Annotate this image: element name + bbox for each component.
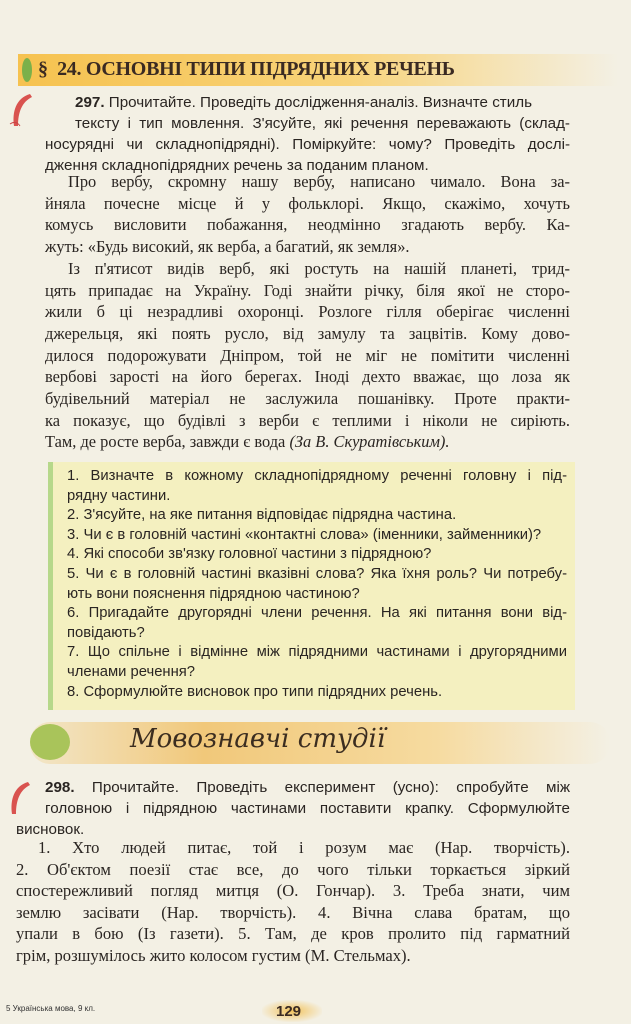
passage-line: Про вербу, скромну нашу вербу, написано чимало. Вона за- [68, 172, 570, 191]
pen-icon [6, 92, 36, 128]
plan-item: членами речення? [67, 664, 196, 680]
plan-item: рядну частини. [67, 487, 171, 504]
passage-line: цять припадає на Україну. Годі знайти річку, біля якої не сторо- [45, 280, 570, 300]
plan-item: 3. Чи є в головній частині «контактні слова» (іменники, займенники)? [67, 526, 542, 543]
task-line: головною і підрядною частинами поставити крапку. Сформулюйте [45, 800, 570, 817]
plan-item: 6. Пригадайте другорядні члени речення. На які питання вони від- [67, 605, 567, 622]
example-line: землю засівати (Нар. творчість). 4. Вічна слава братам, що [16, 902, 570, 922]
task-text: Прочитайте. Проведіть експеримент (усно): спробуйте між [74, 779, 570, 796]
linguistic-studies-banner [30, 722, 610, 764]
plan-item: повідають? [67, 624, 145, 641]
section-title [38, 58, 455, 81]
passage-line: ка показує, що будівлі з верби є теплими і ніколи не сиріють. [45, 410, 570, 430]
pen-icon [4, 780, 34, 816]
banner-title: Мовознавчі студії [130, 724, 386, 754]
task-text: Прочитайте. Проведіть дослідження-аналіз. Визначте стиль [104, 94, 533, 111]
passage-line: вербові зарості на його берегах. Іноді дехто вважає, що лоза як [45, 367, 570, 387]
passage-line: жуть: «Будь високий, як верба, а багатий, як земля». [45, 237, 410, 257]
section-symbol: § [38, 58, 48, 80]
example-line: грім, розшумілось жито колосом густим (М. Стельмах). [16, 946, 411, 965]
plan-item: ють вони пояснення підрядною частиною? [67, 585, 360, 602]
plan-item: 1. Визначте в кожному складнопідрядному реченні головну і під- [67, 468, 567, 484]
emblem-icon [30, 724, 70, 760]
plan-item: 4. Які способи зв'язку головної частини з підрядною? [67, 546, 432, 563]
book-footer: 5 Українська мова, 9 кл. [6, 1004, 96, 1013]
passage-line: комусь висловити побажання, неодмінно згадають вербу. Ка- [45, 215, 570, 235]
section-header [18, 54, 618, 86]
passage-source: (За В. Скуратівським). [289, 432, 450, 452]
exercise-number: 298. [45, 779, 75, 796]
page-number: 129 [276, 1003, 302, 1020]
section-title-text: 24. ОСНОВНІ ТИПИ ПІДРЯДНИХ РЕЧЕНЬ [57, 58, 455, 80]
task-line: носурядні чи складнопідрядні). Поміркуйте: чому? Проведіть дослі- [45, 136, 570, 153]
passage-line: дилося подорожувати Дніпром, той не міг не помітити численні [45, 345, 570, 365]
passage-line: Із п'ятисот видів верб, які ростуть на нашій планеті, трид- [68, 258, 570, 278]
plan-item: 8. Сформулюйте висновок про типи підрядних речень. [67, 683, 443, 700]
plan-item: 5. Чи є в головній частині вказівні слова? Яка їхня роль? Чи потребу- [67, 566, 567, 582]
plan-item: 7. Що спільне і відмінне між підрядними частинами і другорядними [67, 644, 567, 661]
task-line [75, 92, 570, 113]
task-line: дження складнопідрядних речень за поданим планом. [45, 157, 429, 174]
example-line: упали в бою (Із газети). 5. Там, де кров пролито під гарматний [16, 924, 570, 944]
exercise-number: 297. [75, 94, 105, 111]
example-line: спостережливий погляд митця (О. Гончар). 3. Треба знати, чим [16, 881, 570, 901]
passage-line: будівельний матеріал не заслужила пошанівку. Проте практи- [45, 389, 570, 408]
task-line [45, 777, 570, 798]
task-line: висновок. [16, 821, 85, 838]
passage-line: джерельця, які поять русло, від замулу та зацвітів. Кому дово- [45, 323, 570, 343]
leaf-icon [22, 58, 32, 82]
analysis-plan-box [48, 462, 575, 710]
page-number-badge [262, 1000, 322, 1022]
task-line: тексту і тип мовлення. З'ясуйте, які речення переважають (склад- [75, 115, 570, 132]
plan-item: 2. З'ясуйте, на яке питання відповідає підрядна частина. [67, 507, 457, 524]
passage-line: йняла почесне місце й у фольклорі. Якщо, скажімо, хочуть [45, 193, 570, 213]
example-line: 1. Хто людей питає, той і розум має (Нар. творчість). [38, 838, 570, 857]
example-line: 2. Об'єктом поезії стає все, до чого тільки торкається зіркий [16, 859, 570, 879]
passage-line: Там, де росте верба, завжди є вода (За В. Скуратівським). [45, 432, 450, 452]
passage-line: жили б ці незрадливі охоронці. Розлоге гілля оберігає численні [45, 302, 570, 322]
